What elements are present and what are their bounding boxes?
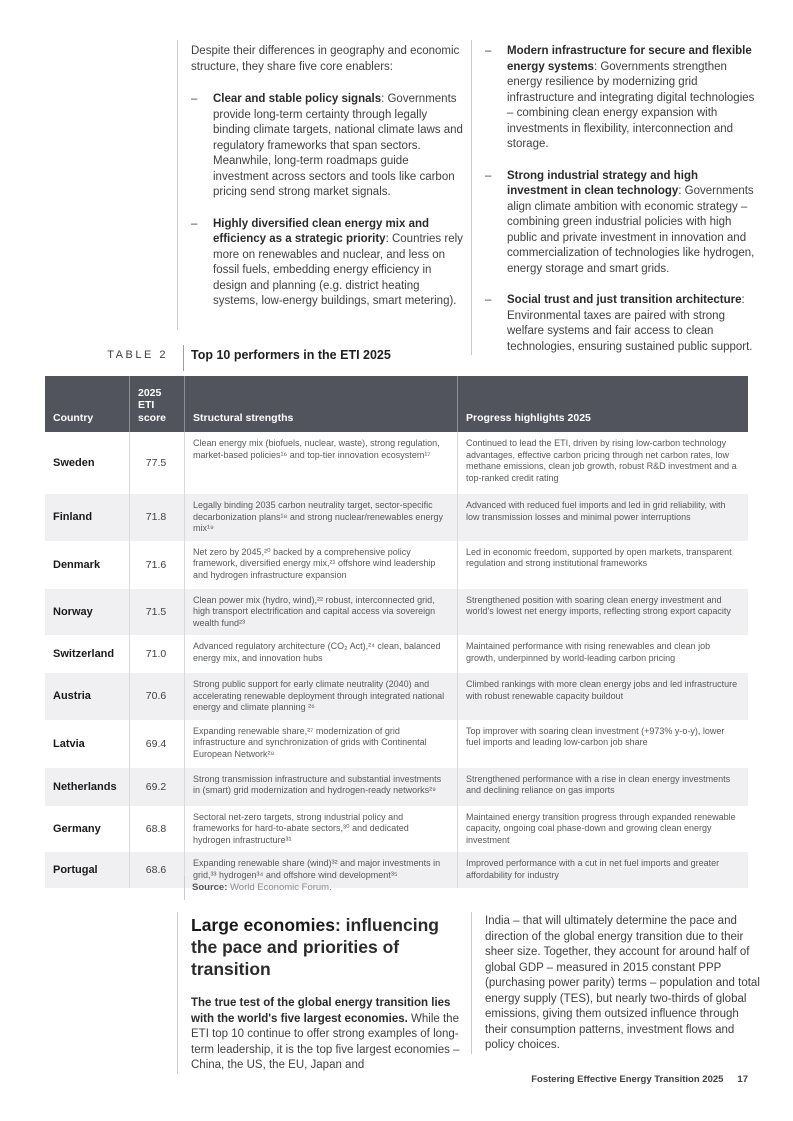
country-cell: Switzerland: [45, 635, 130, 673]
table-source: [192, 882, 332, 893]
structural-cell: Legally binding 2035 carbon neutrality target, sector-specific decarbonization plans¹⁸ and strong nuclear/renewables energy mix¹⁹: [185, 494, 458, 541]
table-row: [45, 720, 748, 768]
progress-cell: Maintained performance with rising renewables and clean job growth, underpinned by world-leading carbon pricing: [466, 641, 711, 663]
country-cell: Germany: [45, 806, 130, 853]
footer-title: Fostering Effective Energy Transition 2025: [531, 1074, 724, 1085]
page-number: 17: [737, 1074, 748, 1085]
table-row: [45, 673, 748, 720]
progress-cell: Top improver with soaring clean investment (+973% y-o-y), lower fuel imports and leading low-carbon job share: [466, 725, 725, 747]
table-header-row: [45, 376, 748, 432]
progress-cell: Led in economic freedom, supported by open markets, transparent regulation and strong institutional frameworks: [466, 546, 732, 568]
country-cell: Norway: [45, 589, 130, 636]
bullet-lead: Highly diversified clean energy mix and efficiency as a strategic priority: [213, 217, 430, 245]
bullet-lead: Strong industrial strategy and high investment in clean technology: [507, 169, 699, 197]
structural-cell: Expanding renewable share (wind)³² and major investments in grid,³³ hydrogen³⁴ and offshore wind development³⁵: [185, 852, 458, 888]
intro-left-column: [177, 40, 465, 330]
score-cell: 69.4: [130, 720, 185, 768]
bullet-dash: –: [191, 217, 198, 230]
bullet-social-trust: [485, 293, 759, 355]
country-cell: Denmark: [45, 541, 130, 589]
table-row: [45, 806, 748, 853]
table-label-divider: [183, 345, 184, 371]
table-row: [45, 589, 748, 636]
section-left-column: [177, 912, 467, 1074]
structural-cell: Expanding renewable share,²⁷ modernization of grid infrastructure and synchronization of grids with Continental European Network²⁸: [185, 720, 458, 768]
bullet-dash: –: [191, 93, 198, 105]
progress-cell: Strengthened position with soaring clean energy investment and world's lowest net energy imports, reflecting strong export capacity: [466, 594, 731, 616]
progress-cell: Strengthened performance with a rise in clean energy investments and declining reliance on gas imports: [466, 773, 731, 795]
table-row: [45, 635, 748, 673]
country-cell: Sweden: [45, 432, 130, 494]
section-right-paragraph: India – that will ultimately determine the pace and direction of the global energy transition due to their sheer size. Together, they account for around half of global GDP – measured in 2015 constant PPP (purchasing power parity) terms – population and total energy supply (TES), but nearly two-thirds of global emissions, giving them outsized influence through their consumption patterns, investment flows and policy choices.: [485, 915, 760, 1051]
table-title: Top 10 performers in the ETI 2025: [191, 348, 391, 362]
bullet-text: [213, 217, 465, 310]
bullet-modern-infrastructure: [485, 44, 759, 153]
bullet-rest: : Governments provide long-term certainty through legally binding climate targets, national climate laws and regulatory frameworks that span sectors. Meanwhile, long-term roadmaps guide investment across sectors and tools like carbon pricing send strong market signals.: [213, 93, 463, 198]
table-row: [45, 852, 748, 888]
structural-cell: Clean energy mix (biofuels, nuclear, waste), strong regulation, market-based policies¹⁶ and top-tier innovation ecosystem¹⁷: [185, 432, 458, 494]
table-row: [45, 432, 748, 494]
progress-cell: Climbed rankings with more clean energy jobs and led infrastructure with robust renewable capacity buildout: [466, 679, 738, 701]
bullet-lead: Modern infrastructure for secure and flexible energy systems: [507, 45, 752, 73]
bullet-dash: –: [485, 169, 492, 182]
header-country: Country: [45, 376, 130, 432]
structural-cell: Clean power mix (hydro, wind),²² robust, interconnected grid, high transport electrification and capital access via sovereign wealth fund²³: [185, 589, 458, 636]
score-cell: 71.6: [130, 541, 185, 589]
structural-cell: Sectoral net-zero targets, strong industrial policy and frameworks for hard-to-abate sectors,³⁰ and dedicated hydrogen infrastructure³¹: [185, 806, 458, 853]
header-structural-strengths: Structural strengths: [185, 376, 458, 432]
table-row: [45, 541, 748, 589]
score-cell: 71.5: [130, 589, 185, 636]
paragraph-lead: The true test of the global energy transition lies with the world's five largest economies.: [191, 997, 451, 1025]
bullet-text: [213, 92, 465, 201]
bullet-text: [507, 44, 759, 153]
progress-cell: Advanced with reduced fuel imports and led in grid reliability, with low transmission losses and minimal power interruptions: [466, 500, 726, 522]
source-divider: [184, 876, 185, 900]
paragraph-rest: While the ETI top 10 continue to offer strong examples of long-term leadership, it is the top five largest economies – China, the US, the EU, Japan and: [191, 1012, 460, 1071]
intro-right-column: [471, 40, 759, 355]
bullet-lead: Social trust and just transition architecture: [507, 294, 742, 306]
section-right-column: [471, 912, 761, 1054]
bullet-rest: : Countries rely more on renewables and nuclear, and less on fossil fuels, embedding energy efficiency in design and planning (e.g. district heating systems, low-energy buildings, smart metering).: [213, 233, 463, 307]
structural-cell: Strong transmission infrastructure and substantial investments in (smart) grid modernization and hydrogen-ready networks²⁹: [185, 768, 458, 806]
progress-cell: Continued to lead the ETI, driven by rising low-carbon technology advantages, effective carbon pricing through net carbon rates, low methane emissions, clean job growth, robust R&D investment and a top-ranked credit rating: [466, 438, 737, 483]
bullet-text: [507, 293, 759, 355]
source-text: World Economic Forum.: [227, 882, 332, 893]
table-row: [45, 768, 748, 806]
bullet-diversified-mix: [191, 217, 465, 310]
source-label: Source:: [192, 882, 228, 893]
table-row: [45, 494, 748, 541]
bullet-text: [507, 169, 759, 278]
bullet-industrial-strategy: [485, 169, 759, 278]
section-left-paragraph: [191, 996, 467, 1074]
progress-cell: Improved performance with a cut in net fuel imports and greater affordability for industry: [466, 858, 720, 880]
country-cell: Portugal: [45, 852, 130, 888]
country-cell: Netherlands: [45, 768, 130, 806]
country-cell: Austria: [45, 673, 130, 720]
header-progress-highlights: Progress highlights 2025: [466, 411, 591, 424]
table-label: TABLE 2: [107, 349, 168, 361]
bullet-lead: Clear and stable policy signals: [213, 93, 382, 105]
country-cell: Finland: [45, 494, 130, 541]
page-footer: [45, 1074, 748, 1085]
section-title: [191, 914, 467, 980]
bullet-dash: –: [485, 45, 492, 57]
country-cell: Latvia: [45, 720, 130, 768]
section-title-bold: Large economies: [191, 915, 335, 935]
score-cell: 70.6: [130, 673, 185, 720]
table-body: [45, 432, 748, 888]
structural-cell: Net zero by 2045,²⁰ backed by a comprehensive policy framework, diversified energy mix,²¹ offshore wind leadership and hydrogen infrastructure expansion: [185, 541, 458, 589]
score-cell: 68.6: [130, 852, 185, 888]
progress-cell: Maintained energy transition progress through expanded renewable capacity, ongoing coal phase-down and growing clean energy investment: [466, 811, 736, 845]
score-cell: 68.8: [130, 806, 185, 853]
structural-cell: Advanced regulatory architecture (CO₂ Act),²⁴ clean, balanced energy mix, and innovation hubs: [185, 635, 458, 673]
header-score: 2025 ETI score: [130, 376, 185, 432]
bullet-rest: : Environmental taxes are paired with strong welfare systems and fair access to clean technologies, ensuring sustained public support.: [507, 294, 753, 353]
score-cell: 69.2: [130, 768, 185, 806]
bullet-rest: : Governments strengthen energy resilience by modernizing grid infrastructure and integrating digital technologies – combining clean energy expansion with investments in flexibility, interconnection and storage.: [507, 60, 755, 150]
score-cell: 71.0: [130, 635, 185, 673]
score-cell: 77.5: [130, 432, 185, 494]
structural-cell: Strong public support for early climate neutrality (2040) and accelerating renewable deployment through integrated national energy and climate planning ²⁶: [185, 673, 458, 720]
bullet-clear-policy: [191, 92, 465, 201]
intro-paragraph: Despite their differences in geography and economic structure, they share five core enablers:: [191, 45, 460, 73]
score-cell: 71.8: [130, 494, 185, 541]
bullet-dash: –: [485, 294, 492, 306]
section-title-rest: : influencing the pace and priorities of transition: [191, 915, 439, 979]
bullet-rest: : Governments align climate ambition with economic strategy – combining green industrial policies with high public and private investment in innovation and commercialization of technologies like hydrogen, energy storage and smart grids.: [507, 185, 755, 275]
eti-top10-table: [45, 376, 748, 888]
